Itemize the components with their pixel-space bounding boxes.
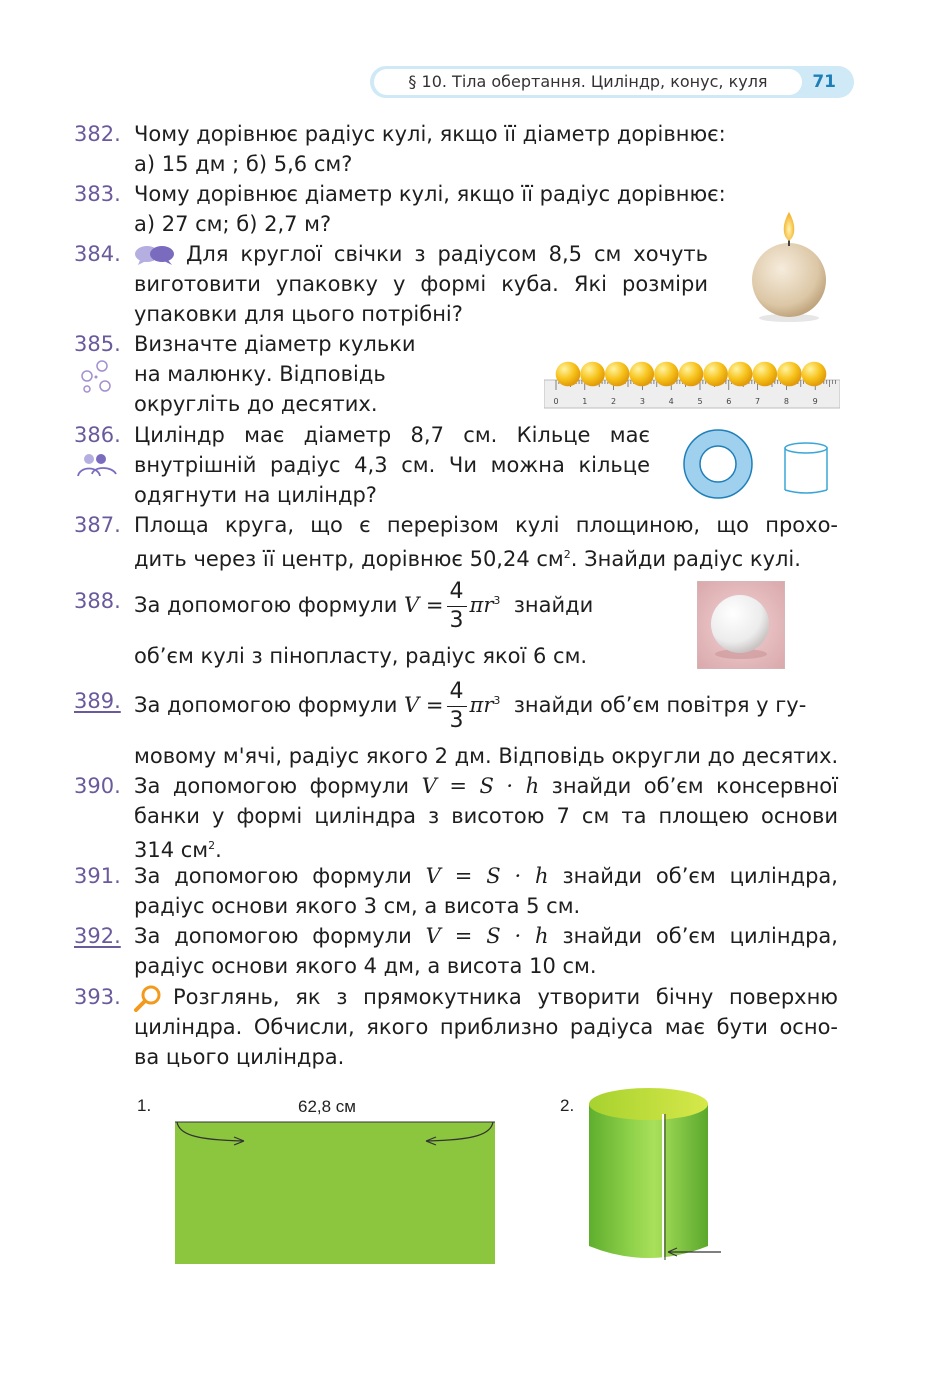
ruler-ball <box>580 362 605 387</box>
task-392-line-1: За допомогою формули V = S · h знайди об’єм циліндра, <box>134 924 838 948</box>
ruler-ball <box>728 362 753 387</box>
candle-image <box>746 210 832 322</box>
fraction-4-3: $\frac{4}{3}$ <box>447 678 467 735</box>
green-cylinder-figure <box>584 1086 726 1268</box>
section-title: § 10. Тіла обертання. Циліндр, конус, куля <box>374 69 802 95</box>
ruler-ball <box>605 362 630 387</box>
ruler-ball <box>753 362 778 387</box>
figure-1-dimension: 62,8 см <box>298 1097 356 1116</box>
task-390-line-1: За допомогою формули V = S · h знайди об’єм консервної <box>134 774 838 798</box>
ring-image <box>682 428 754 500</box>
ruler-ball <box>556 362 581 387</box>
green-rectangle-figure <box>174 1118 496 1266</box>
task-number-386: 386. <box>74 423 121 447</box>
foam-ball-image <box>697 581 785 669</box>
figure-2-label: 2. <box>560 1096 575 1115</box>
ruler-ball <box>654 362 679 387</box>
speech-bubbles-icon <box>134 244 176 266</box>
task-number-382: 382. <box>74 122 121 146</box>
task-392-line-2: радіус основи якого 4 дм, а висота 10 см. <box>134 954 597 978</box>
ruler-ball <box>703 362 728 387</box>
circles-icon <box>78 360 114 394</box>
ruler-tick-label: 7 <box>755 397 761 406</box>
task-390-line-3: 314 $см^2$. <box>134 838 222 862</box>
task-number-384: 384. <box>74 242 121 266</box>
figure-1-label: 1. <box>137 1096 152 1115</box>
task-number-392: 392. <box>74 924 121 948</box>
task-386-line-1: Циліндр має діаметр 8,7 см. Кільце має <box>134 423 650 447</box>
task-383-line-2: а) 27 см; б) 2,7 м? <box>134 212 332 236</box>
ruler-tick-label: 5 <box>697 397 703 406</box>
task-390-line-2: банки у формі циліндра з висотою 7 см та площею основи <box>134 804 838 828</box>
task-384-line-2: виготовити упаковку у формі куба. Які розміри <box>134 272 708 296</box>
task-385-line-3: округліть до десятих. <box>134 392 378 416</box>
task-393-line-1: Розглянь, як з прямокутника утворити бічну поверхню <box>173 985 838 1009</box>
cylinder-outline-image <box>782 440 832 496</box>
task-number-389: 389. <box>74 689 121 713</box>
page-number: 71 <box>812 72 836 92</box>
task-382-line-2: а) 15 дм ; б) 5,6 см? <box>134 152 353 176</box>
ruler-tick-label: 9 <box>812 397 818 406</box>
task-382-line-1: Чому дорівнює радіус кулі, якщо її діаметр дорівнює: <box>134 122 726 146</box>
task-393-line-2: циліндра. Обчисли, якого приблизно радіуса має бути осно- <box>134 1015 838 1039</box>
task-number-388: 388. <box>74 589 121 613</box>
task-386-line-2: внутрішній радіус 4,3 см. Чи можна кільце <box>134 453 650 477</box>
task-383-line-1: Чому дорівнює діаметр кулі, якщо її радіус дорівнює: <box>134 182 726 206</box>
task-number-385: 385. <box>74 332 121 356</box>
task-389-line-1: За допомогою формули V = $\frac{4}{3}$ $\pi r^3$ знайди об’єм повітря у гу- <box>134 678 807 733</box>
ruler-ball <box>679 362 704 387</box>
ruler-tick-label: 8 <box>783 397 789 406</box>
ruler-tick-label: 1 <box>582 397 588 406</box>
task-384-line-3: упаковки для цього потрібні? <box>134 302 463 326</box>
page-header <box>370 66 854 98</box>
ruler-tick-label: 0 <box>553 397 559 406</box>
ruler-ball <box>802 362 827 387</box>
task-385-line-2: на малюнку. Відповідь <box>134 362 386 386</box>
people-icon <box>76 452 118 478</box>
task-389-line-2: мовому м'ячі, радіус якого 2 дм. Відповідь округли до десятих. <box>134 744 839 768</box>
task-387-line-2: дить через її центр, дорівнює 50,24 $см^2$. Знайди радіус кулі. <box>134 547 801 571</box>
ruler-tick-label: 2 <box>611 397 617 406</box>
ruler-ball <box>630 362 655 387</box>
task-388-line-1: За допомогою формули V = $\frac{4}{3}$ $\pi r^3$ знайди <box>134 578 594 633</box>
ruler-tick-label: 3 <box>639 397 645 406</box>
task-number-393: 393. <box>74 985 121 1009</box>
ruler-ball <box>777 362 802 387</box>
ruler-with-balls-image <box>544 356 840 412</box>
task-393-line-3: ва цього циліндра. <box>134 1045 345 1069</box>
task-388-line-2: об’єм кулі з пінопласту, радіус якої 6 см. <box>134 644 588 668</box>
task-number-391: 391. <box>74 864 121 888</box>
task-385-line-1: Визначте діаметр кульки <box>134 332 416 356</box>
task-387-line-1: Площа круга, що є перерізом кулі площиною, що прохо- <box>134 513 838 537</box>
task-391-line-2: радіус основи якого 3 см, а висота 5 см. <box>134 894 581 918</box>
magnifier-icon <box>133 984 163 1012</box>
ruler-tick-label: 6 <box>726 397 732 406</box>
task-number-387: 387. <box>74 513 121 537</box>
task-386-line-3: одягнути на циліндр? <box>134 483 377 507</box>
ruler-tick-label: 4 <box>668 397 674 406</box>
task-number-390: 390. <box>74 774 121 798</box>
task-391-line-1: За допомогою формули V = S · h знайди об’єм циліндра, <box>134 864 838 888</box>
fraction-4-3: $\frac{4}{3}$ <box>447 578 467 635</box>
task-384-line-1: Для круглої свічки з радіусом 8,5 см хочуть <box>186 242 708 266</box>
task-number-383: 383. <box>74 182 121 206</box>
